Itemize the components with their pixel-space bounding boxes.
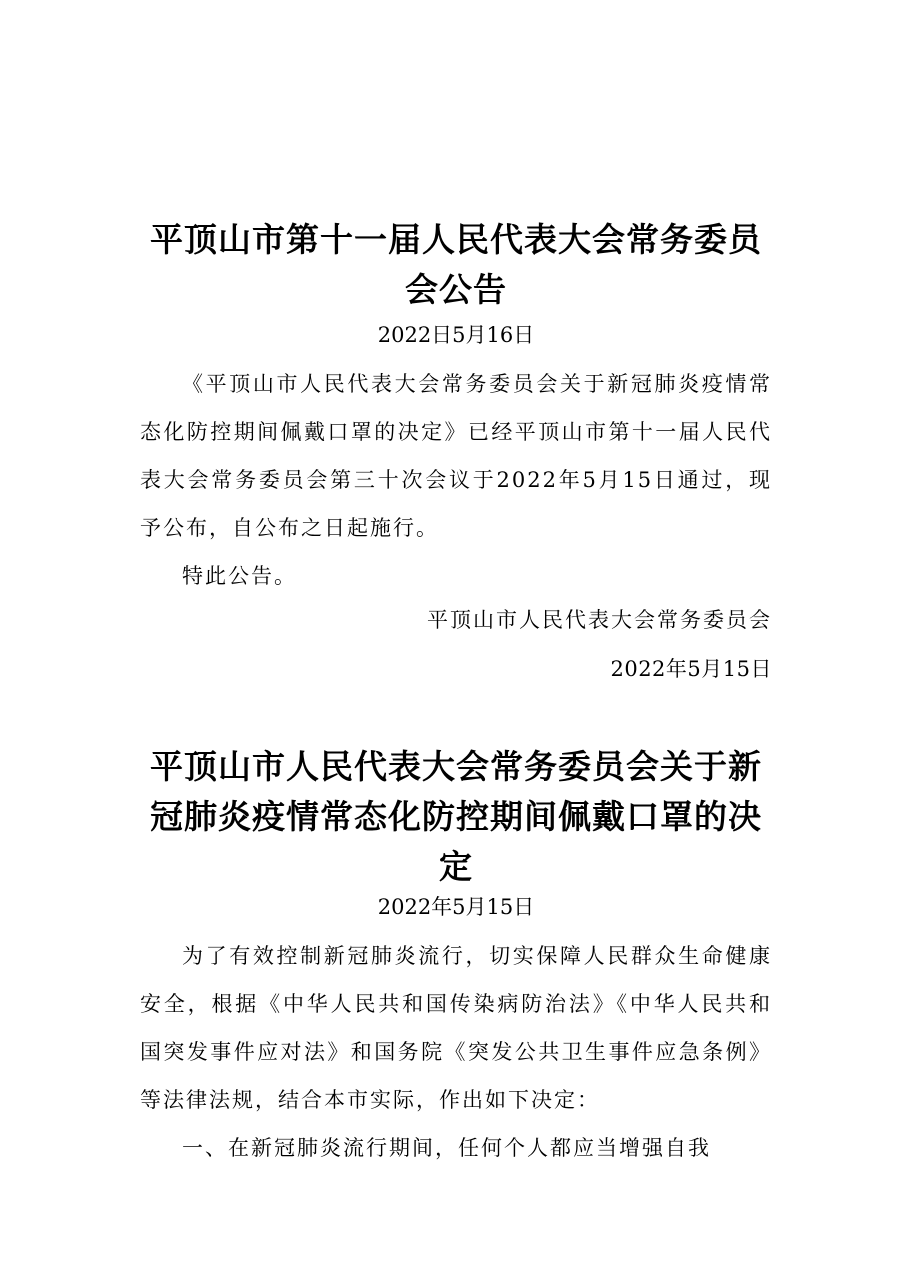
notice-date: 2022日5月16日	[377, 323, 535, 347]
decision-date: 2022年5月15日	[377, 895, 535, 919]
notice-signature: 平顶山市人民代表大会常务委员会	[427, 608, 772, 632]
notice-body: 《平顶山市人民代表大会常务委员会关于新冠肺炎疫情常态化防控期间佩戴口罩的决定》已经平顶山市第十一届人民代表大会常务委员会第三十次会议于2022年5月15日通过，现予公布，自公布之日起施行。	[140, 372, 772, 540]
notice-signature-date: 2022年5月15日	[610, 657, 772, 681]
decision-item-1: 一、在新冠肺炎流行期间，任何个人都应当增强自我	[182, 1136, 711, 1160]
decision-intro: 为了有效控制新冠肺炎流行，切实保障人民群众生命健康安全，根据《中华人民共和国传染病防治法》《中华人民共和国突发事件应对法》和国务院《突发公共卫生事件应急条例》等法律法规，结合本市实际，作出如下决定：	[140, 944, 772, 1112]
decision-title: 平顶山市人民代表大会常务委员会关于新冠肺炎疫情常态化防控期间佩戴口罩的决定	[150, 747, 762, 886]
notice-title: 平顶山市第十一届人民代表大会常务委员会公告	[150, 220, 762, 309]
notice-closing: 特此公告。	[182, 564, 297, 588]
